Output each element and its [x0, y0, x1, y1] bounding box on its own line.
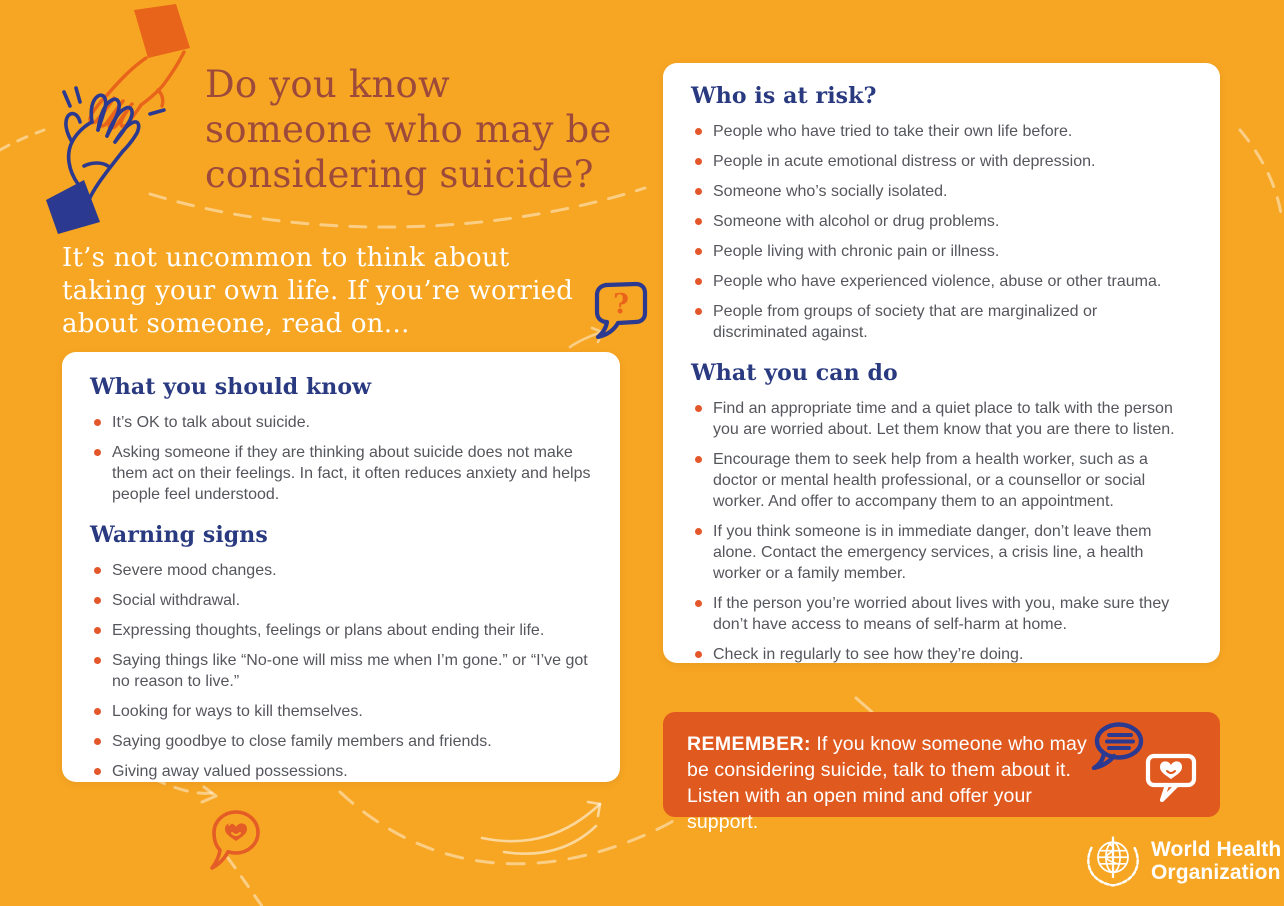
- title-line: considering suicide?: [205, 153, 594, 196]
- bullet-text: People in acute emotional distress or with depression.: [713, 153, 1096, 170]
- question-bubble-icon: [592, 279, 650, 339]
- bullet-text: Looking for ways to kill themselves.: [112, 703, 363, 720]
- bullet-text: Expressing thoughts, feelings or plans about ending their life.: [112, 622, 545, 639]
- who-logo-line2: Organization: [1151, 861, 1281, 884]
- who-logo-text: [1151, 838, 1281, 884]
- who-logo-line1: World Health: [1151, 838, 1282, 861]
- bullet-dot: [695, 248, 702, 255]
- remember-body: If you know someone who may be considering suicide, talk to them about it. Listen with an open mind and offer your support.: [687, 733, 1087, 833]
- bullet-dot: [695, 528, 702, 535]
- bullet-text: Giving away valued possessions.: [112, 763, 348, 780]
- bullet-list: [90, 412, 592, 505]
- list-item: [90, 412, 592, 433]
- list-item: [691, 271, 1192, 292]
- bullet-dot: [94, 627, 101, 634]
- bullet-dot: [695, 600, 702, 607]
- bullet-dot: [695, 188, 702, 195]
- bullet-dot: [695, 218, 702, 225]
- bullet-dot: [94, 567, 101, 574]
- bullet-text: If the person you’re worried about lives with you, make sure they don’t have access to means of self-harm at home.: [713, 595, 1170, 633]
- section-heading: Warning signs: [90, 522, 268, 548]
- bullet-dot: [94, 419, 101, 426]
- bullet-dot: [94, 738, 101, 745]
- list-item: [90, 442, 592, 505]
- intro-line: about someone, read on…: [62, 309, 410, 339]
- who-logo: [1083, 831, 1281, 891]
- list-item: [691, 301, 1192, 343]
- bullet-text: If you think someone is in immediate danger, don’t leave them alone. Contact the emergency services, a crisis line, a health worker or a family member.: [713, 523, 1152, 582]
- bullet-list: [691, 398, 1192, 665]
- card-who-is-at-risk: [663, 63, 1220, 663]
- bullet-text: People from groups of society that are marginalized or discriminated against.: [713, 303, 1098, 341]
- bullet-text: Social withdrawal.: [112, 592, 241, 609]
- list-item: [691, 644, 1192, 665]
- section-heading: What you should know: [90, 374, 372, 400]
- section-heading: What you can do: [691, 360, 898, 386]
- bullet-text: People living with chronic pain or illness.: [713, 243, 1000, 260]
- intro-line: taking your own life. If you’re worried: [62, 276, 574, 306]
- intro-text: [62, 242, 573, 341]
- svg-text:?: ?: [613, 289, 629, 320]
- heart-bubble-icon-white: [1145, 750, 1197, 802]
- bullet-dot: [94, 449, 101, 456]
- title-line: someone who may be: [205, 108, 612, 151]
- list-item: [90, 560, 592, 581]
- heart-bubble-icon-orange: [209, 808, 263, 870]
- list-item: [90, 590, 592, 611]
- list-item: [691, 211, 1192, 232]
- list-item: [691, 241, 1192, 262]
- who-emblem-icon: [1083, 831, 1143, 891]
- bullet-text: Someone who’s socially isolated.: [713, 183, 948, 200]
- bullet-dot: [695, 128, 702, 135]
- bullet-text: People who have tried to take their own life before.: [713, 123, 1073, 140]
- list-item: [691, 521, 1192, 584]
- list-item: [90, 701, 592, 722]
- bullet-dot: [94, 768, 101, 775]
- bullet-dot: [695, 456, 702, 463]
- bullet-dot: [695, 308, 702, 315]
- list-item: [691, 449, 1192, 512]
- list-item: [691, 151, 1192, 172]
- list-item: [90, 650, 592, 692]
- bullet-dot: [94, 657, 101, 664]
- list-item: [90, 731, 592, 752]
- bullet-text: Encourage them to seek help from a health worker, such as a doctor or mental health professional, or a counsellor or social worker. And offer to accompany them to an appointment.: [713, 451, 1148, 510]
- bullet-list: [691, 121, 1192, 343]
- bullet-text: Check in regularly to see how they’re doing.: [713, 646, 1024, 663]
- bullet-text: It’s OK to talk about suicide.: [112, 414, 311, 431]
- bullet-text: Find an appropriate time and a quiet place to talk with the person you are worried about. Let them know that you are there to listen.: [713, 400, 1175, 438]
- list-item: [90, 620, 592, 641]
- remember-label: REMEMBER:: [687, 733, 811, 755]
- list-item: [90, 761, 592, 782]
- bullet-text: Someone with alcohol or drug problems.: [713, 213, 1000, 230]
- intro-line: It’s not uncommon to think about: [62, 243, 510, 273]
- title-line: Do you know: [205, 63, 450, 106]
- reaching-hands-illustration: [46, 4, 206, 234]
- list-item: [691, 593, 1192, 635]
- bullet-text: Saying things like “No-one will miss me when I’m gone.” or “I’ve got no reason to live.”: [112, 652, 588, 690]
- page-title: [205, 62, 612, 197]
- card-what-you-should-know: [62, 352, 620, 782]
- remember-banner: [663, 712, 1220, 833]
- list-item: [691, 121, 1192, 142]
- remember-text: [687, 731, 1107, 835]
- bullet-dot: [695, 405, 702, 412]
- bullet-dot: [695, 651, 702, 658]
- bullet-text: Severe mood changes.: [112, 562, 277, 579]
- bullet-text: Saying goodbye to close family members and friends.: [112, 733, 492, 750]
- section-heading: Who is at risk?: [691, 83, 877, 109]
- bullet-text: People who have experienced violence, abuse or other trauma.: [713, 273, 1162, 290]
- bullet-text: Asking someone if they are thinking about suicide does not make them act on their feelings. In fact, it often reduces anxiety and helps people feel understood.: [112, 444, 591, 503]
- bullet-dot: [695, 158, 702, 165]
- bullet-dot: [94, 708, 101, 715]
- list-item: [691, 181, 1192, 202]
- bullet-dot: [94, 597, 101, 604]
- bullet-dot: [695, 278, 702, 285]
- list-item: [691, 398, 1192, 440]
- bullet-list: [90, 560, 592, 782]
- chat-bubble-icon: [1091, 720, 1145, 770]
